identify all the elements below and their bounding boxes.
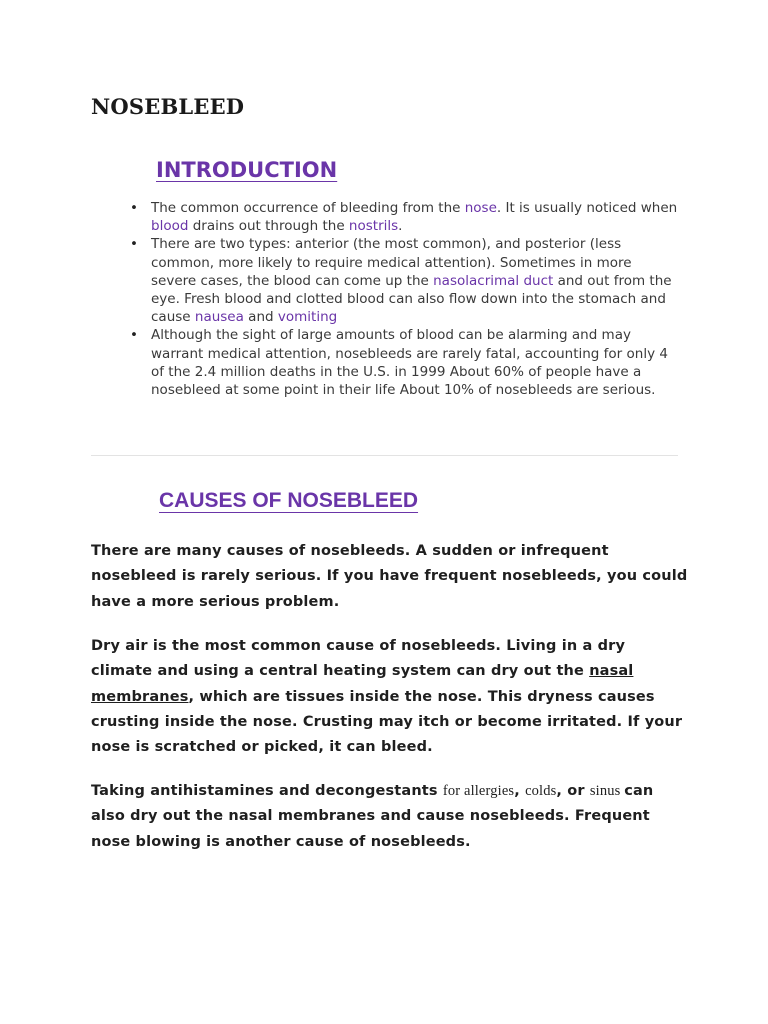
item-text: . [398, 218, 403, 235]
causes-paragraph-3 [91, 779, 691, 855]
section-divider [91, 455, 678, 456]
link-nausea[interactable]: nausea [194, 309, 244, 326]
term-allergies: for allergies [442, 783, 515, 799]
bullet-icon: • [130, 200, 138, 216]
link-blood[interactable]: blood [151, 218, 189, 235]
item-text: and out from the eye. Fresh blood and clotted blood can also flow down into the stomach and cause [151, 272, 672, 326]
paragraph-text: can also dry out the nasal membranes and cause nosebleeds. Frequent nose blowing is another cause of nosebleeds. [91, 783, 654, 850]
item-text: drains out through the [188, 218, 349, 235]
item-text: . It is usually noticed when [496, 200, 678, 216]
causes-heading: CAUSES OF NOSEBLEED [159, 489, 419, 512]
bullet-icon: • [130, 327, 138, 344]
introduction-list [130, 199, 680, 399]
link-nostrils[interactable]: nostrils [348, 218, 399, 235]
link-vomiting[interactable]: vomiting [277, 309, 338, 326]
document-title: NOSEBLEED [91, 94, 245, 119]
link-nose[interactable]: nose [464, 200, 497, 216]
link-nasolacrimal-duct[interactable]: nasolacrimal duct [433, 272, 554, 289]
causes-paragraph-1: There are many causes of nosebleeds. A sudden or infrequent nosebleed is rarely serious. If you have frequent nosebleeds, you could have a more serious problem. [91, 543, 688, 610]
list-item [130, 326, 680, 399]
paragraph-text: Taking antihistamines and decongestants [91, 783, 443, 799]
item-text: The common occurrence of bleeding from the [151, 200, 465, 216]
introduction-heading: INTRODUCTION [156, 158, 338, 182]
paragraph-text: , or [556, 783, 590, 799]
paragraph-text: , [514, 783, 526, 799]
causes-paragraph-2 [91, 634, 691, 760]
bullet-icon: • [130, 236, 138, 253]
item-text: Although the sight of large amounts of blood can be alarming and may warrant medical attention, nosebleeds are rarely fatal, accounting for only 4 of the 2.4 million deaths in the U.S. in 1999 About 60% of people have a nosebleed at some point in their life About 10% of nosebleeds are serious. [151, 327, 668, 399]
paragraph-text: , which are tissues inside the nose. This dryness causes crusting inside the nose. Crusting may itch or become irritated. If your nose is scratched or picked, it can bleed. [91, 688, 683, 756]
item-text: There are two types: anterior (the most common), and posterior (less common, more likely to require medical attention). Sometimes in more severe cases, the blood can come up the [151, 236, 632, 289]
term-colds: colds [525, 783, 557, 799]
item-text: and [243, 309, 278, 326]
paragraph-text: Dry air is the most common cause of nosebleeds. Living in a dry climate and using a central heating system can dry out the [91, 638, 626, 680]
list-item [130, 199, 680, 235]
link-nasal-membranes[interactable]: nasal membranes [91, 663, 634, 705]
term-sinus: sinus [589, 783, 625, 799]
list-item [130, 235, 680, 326]
